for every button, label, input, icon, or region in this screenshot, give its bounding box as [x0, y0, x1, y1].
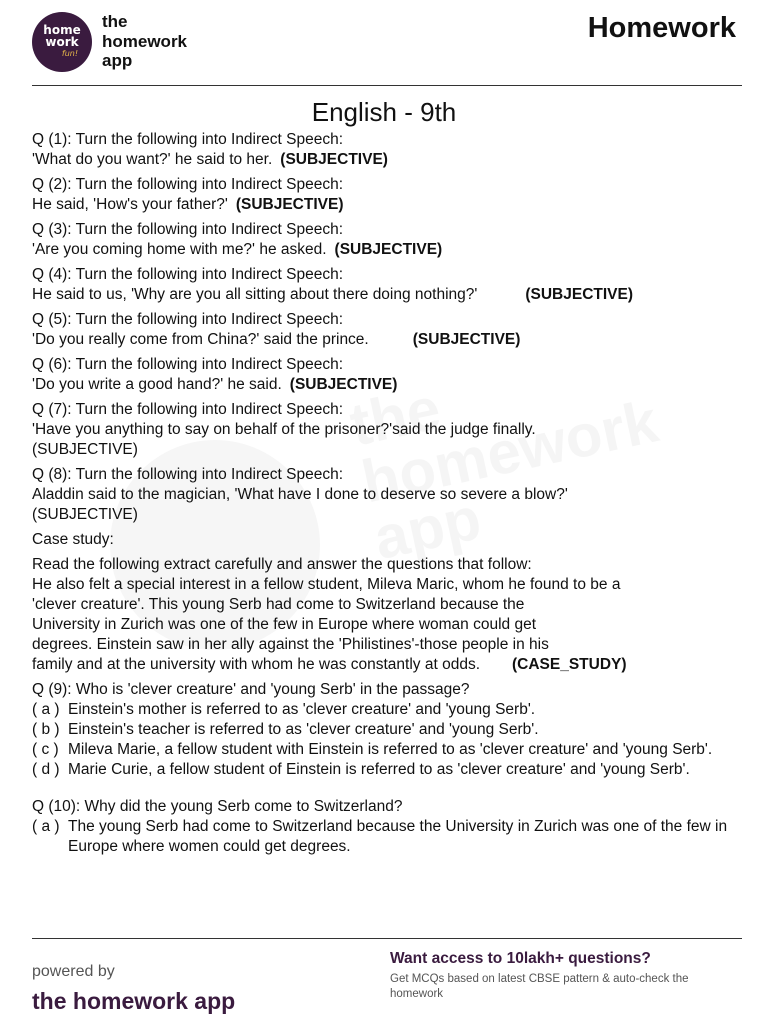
question-4: [32, 265, 732, 305]
powered-by-label: powered by: [32, 963, 115, 980]
footer-brand: the homework app: [32, 988, 236, 1014]
brand-name-line-3: app: [102, 51, 133, 70]
homework-content: [32, 130, 732, 862]
case-study-passage-line: family and at the university with whom he was constantly at odds.: [32, 656, 480, 673]
brand-name: [102, 12, 187, 71]
brand-logo: [32, 12, 92, 72]
question-tag: (SUBJECTIVE): [525, 286, 634, 303]
brand-name-line-2: homework: [102, 31, 188, 51]
case-study-intro: Read the following extract carefully and answer the questions that follow:: [32, 556, 532, 573]
option-a: [32, 700, 732, 720]
footer-divider: [32, 938, 742, 939]
question-prompt: Q (2): Turn the following into Indirect Speech:: [32, 176, 344, 193]
question-text: He said to us, 'Why are you all sitting about there doing nothing?': [32, 286, 478, 303]
question-8: [32, 465, 732, 525]
option-text: Marie Curie, a fellow student of Einstein is referred to as 'clever creature' and 'young Serb'.: [68, 761, 690, 778]
question-text: 'Are you coming home with me?' he asked.: [32, 241, 327, 258]
question-text: Aladdin said to the magician, 'What have I done to deserve so severe a blow?': [32, 486, 568, 503]
case-study-tag: (CASE_STUDY): [512, 656, 627, 673]
question-text: He said, 'How's your father?': [32, 196, 228, 213]
question-prompt: Q (10): Why did the young Serb come to Switzerland?: [32, 798, 403, 815]
question-prompt: Q (7): Turn the following into Indirect Speech:: [32, 401, 344, 418]
question-tag: (SUBJECTIVE): [280, 151, 388, 168]
option-text: Einstein's mother is referred to as 'clever creature' and 'young Serb'.: [68, 701, 536, 718]
question-2: [32, 175, 732, 215]
case-study: [32, 530, 732, 675]
question-tag: (SUBJECTIVE): [32, 506, 138, 523]
case-study-heading: Case study:: [32, 531, 114, 548]
option-c: [32, 740, 732, 760]
question-text: 'Do you write a good hand?' he said.: [32, 376, 282, 393]
question-10: [32, 797, 732, 857]
question-1: [32, 130, 732, 170]
question-text: 'What do you want?' he said to her.: [32, 151, 273, 168]
option-label: ( c ): [32, 741, 59, 758]
question-tag: (SUBJECTIVE): [334, 241, 443, 258]
question-tag: (SUBJECTIVE): [412, 331, 521, 348]
promo-title[interactable]: Want access to 10lakh+ questions?: [390, 950, 651, 967]
question-prompt: Q (4): Turn the following into Indirect Speech:: [32, 266, 344, 283]
option-text: Einstein's teacher is referred to as 'clever creature' and 'young Serb'.: [68, 721, 539, 738]
logo-line-3: fun!: [61, 49, 79, 58]
header-divider: [32, 85, 742, 86]
question-prompt: Q (8): Turn the following into Indirect Speech:: [32, 466, 344, 483]
option-label: ( b ): [32, 721, 60, 738]
question-prompt: Q (5): Turn the following into Indirect Speech:: [32, 311, 344, 328]
question-prompt: Q (1): Turn the following into Indirect Speech:: [32, 131, 344, 148]
option-text: The young Serb had come to Switzerland because the University in Zurich was one of the few in Europe where women could get degrees.: [68, 818, 728, 855]
case-study-passage-line: 'clever creature'. This young Serb had come to Switzerland because the: [32, 596, 525, 613]
option-d: [32, 760, 732, 780]
logo-line-2: work: [45, 35, 79, 49]
question-tag: (SUBJECTIVE): [32, 441, 138, 458]
case-study-passage-line: He also felt a special interest in a fellow student, Mileva Maric, whom he found to be a: [32, 576, 621, 593]
question-7: [32, 400, 732, 460]
option-label: ( a ): [32, 701, 60, 718]
subject-heading: English - 9th: [311, 97, 457, 127]
promo-subtitle: Get MCQs based on latest CBSE pattern & auto-check the homework: [390, 973, 689, 1000]
option-b: [32, 720, 732, 740]
question-9: [32, 680, 732, 780]
question-3: [32, 220, 732, 260]
question-prompt: Q (9): Who is 'clever creature' and 'young Serb' in the passage?: [32, 681, 470, 698]
option-text: Mileva Marie, a fellow student with Einstein is referred to as 'clever creature' and 'young Serb'.: [68, 741, 713, 758]
question-tag: (SUBJECTIVE): [289, 376, 398, 393]
question-text: 'Do you really come from China?' said the prince.: [32, 331, 369, 348]
question-prompt: Q (3): Turn the following into Indirect Speech:: [32, 221, 344, 238]
option-a: [32, 817, 732, 857]
question-6: [32, 355, 732, 395]
brand-name-line-1: the: [102, 12, 128, 31]
question-prompt: Q (6): Turn the following into Indirect Speech:: [32, 356, 344, 373]
option-label: ( d ): [32, 761, 60, 778]
question-5: [32, 310, 732, 350]
option-label: ( a ): [32, 818, 60, 835]
case-study-passage-line: degrees. Einstein saw in her ally against the 'Philistines'-those people in his: [32, 636, 549, 653]
question-tag: (SUBJECTIVE): [235, 196, 344, 213]
question-text: 'Have you anything to say on behalf of the prisoner?'said the judge finally.: [32, 421, 536, 438]
page-title: Homework: [587, 12, 736, 44]
logo-line-1: home: [43, 23, 81, 37]
case-study-passage-line: University in Zurich was one of the few in Europe where woman could get: [32, 616, 536, 633]
